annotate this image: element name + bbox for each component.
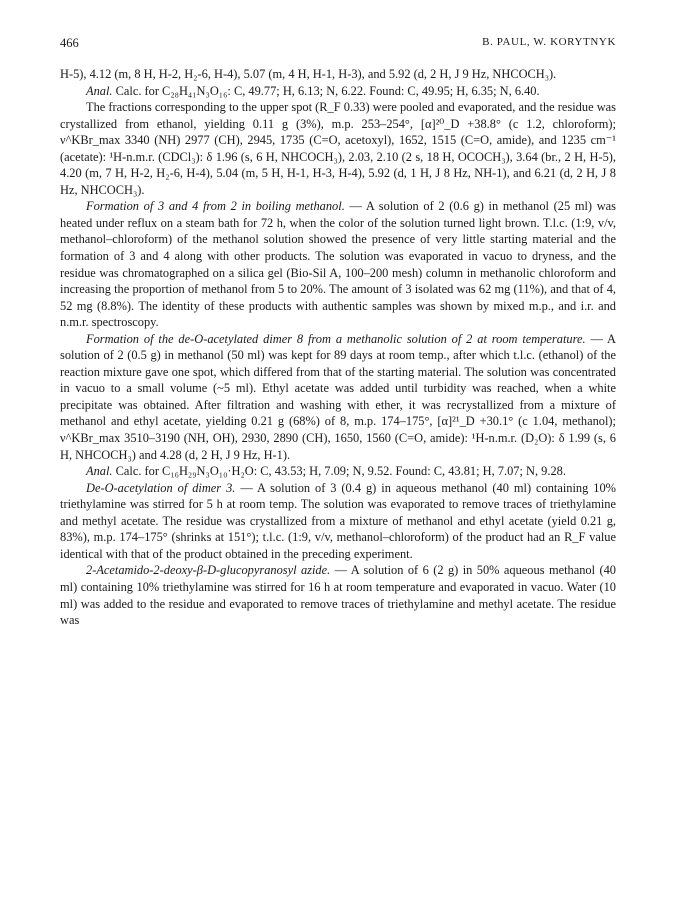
paragraph-text: H-5), 4.12 (m, 8 H, H-2, H₂-6, H-4), 5.07 (m, 4 H, H-1, H-3), and 5.92 (d, 2 H, J 9 Hz, NHCOCH₃).	[60, 67, 557, 81]
paragraph-text: Calc. for C₁₆H₂₉N₃O₁₀·H₂O: C, 43.53; H, 7.09; N, 9.52. Found: C, 43.81; H, 7.07; N, 9.28.	[115, 464, 566, 479]
article-body	[60, 66, 616, 629]
paragraph-deacetylation	[60, 480, 616, 563]
page-number: 466	[60, 36, 79, 50]
paragraph-text: — A solution of 2 (0.6 g) in methanol (25 ml) was heated under reflux on a steam bath for 72 h, when the color of the solution turned light brown. T.l.c. (1:9, v/v, methanol–chloroform) of the methanol solution showed the presence of very little starting material and the formation of 3 and 4 along with other products. The solution was evaporated in vacuo to dryness, and the residue was chromatographed on a silica gel (Bio-Sil A, 100–200 mesh) column in methanolic chloroform and increasing the proportion of methanol from 5 to 20%. The amount of 3 isolated was 62 mg (11%), and that of 4, 52 mg (8.8%). The identity of these products with authentic samples was shown by mixed m.p., and i.r. and n.m.r. spectroscopy.	[60, 199, 616, 330]
paragraph-heading: Anal.	[86, 464, 113, 479]
paragraph-heading: 2-Acetamido-2-deoxy-β-D-glucopyranosyl azide.	[86, 563, 331, 578]
journal-page	[60, 36, 616, 629]
paragraph-text: The fractions corresponding to the upper spot (R_F 0.33) were pooled and evaporated, and the residue was crystallized from ethanol, yielding 0.11 g (3%), m.p. 253–254°, [α]²⁰_D +38.8° (c 1.2, chloroform); ν^KBr_max 3340 (NH) 2977 (CH), 2945, 1735 (C=O, acetoxyl), 1652, 1515 (C=O, amide), and 1235 cm⁻¹ (acetate): ¹H-n.m.r. (CDCl₃): δ 1.96 (s, 6 H, NHCOCH₃), 2.03, 2.10 (2 s, 18 H, OCOCH₃), 3.64 (br., 2 H, H-5), 4.20 (m, 7 H, H-2, H₂-6, H-4), 5.04 (m, 5 H, H-1, H-3, H-4), 5.92 (d, 1 H, J 8 Hz, NH-1), and 6.21 (d, 2 H, J 8 Hz, NHCOCH₃).	[60, 100, 616, 197]
paragraph-nmr-continuation	[60, 66, 616, 83]
paragraph-dimer-8	[60, 331, 616, 463]
paragraph-heading: Formation of 3 and 4 from 2 in boiling methanol.	[86, 199, 345, 214]
paragraph-analysis-2	[60, 463, 616, 480]
paragraph-text: Calc. for C₂₈H₄₁N₃O₁₆: C, 49.77; H, 6.13; N, 6.22. Found: C, 49.95; H, 6.35; N, 6.40.	[115, 83, 540, 98]
paragraph-text: — A solution of 2 (0.5 g) in methanol (50 ml) was kept for 89 days at room temp., after which t.l.c. (ethanol) of the reaction mixture gave one spot, which differed from that of the starting material. The solution was concentrated in vacuo to a small volume (~5 ml). Ethyl acetate was added until turbidity was reached, when a white precipitate was obtained. After filtration and washing with ether, it was recrystallized from a mixture of methanol and ethyl acetate, yielding 0.21 g (68%) of 8, m.p. 174–175°, [α]²¹_D +30.1° (c 1.04, methanol); ν^KBr_max 3510–3190 (NH, OH), 2930, 2890 (CH), 1650, 1560 (C=O, amide): ¹H-n.m.r. (D₂O): δ 1.99 (s, 6 H, NHCOCH₃) and 4.28 (d, 2 H, J 9 Hz, H-1).	[60, 331, 616, 462]
paragraph-azide	[60, 562, 616, 628]
paragraph-text: — A solution of 6 (2 g) in 50% aqueous methanol (40 ml) containing 10% triethylamine was stirred for 16 h at room temperature and evaporated in vacuo. Water (10 ml) was added to the residue and evaporated to remove traces of triethylamine and methyl acetate. The residue was	[60, 563, 616, 628]
paragraph-upper-spot	[60, 99, 616, 198]
paragraph-heading: De-O-acetylation of dimer 3.	[86, 480, 236, 495]
paragraph-boiling-methanol	[60, 198, 616, 330]
running-head-authors: B. PAUL, W. KORYTNYK	[482, 36, 616, 48]
paragraph-text: — A solution of 3 (0.4 g) in aqueous methanol (40 ml) containing 10% triethylamine was stirred for 5 h at room temp. The solution was evaporated to remove traces of triethylamine and methyl acetate. The residue was crystallized from a mixture of methanol and ethyl acetate (yield 0.21 g, 83%), m.p. 174–175° (shrinks at 151°); t.l.c. (1:9, v/v, methanol–chloroform) of the product had an R_F value identical with that of the product obtained in the preceding experiment.	[60, 480, 616, 561]
paragraph-heading: Anal.	[86, 83, 113, 98]
paragraph-heading: Formation of the de-O-acetylated dimer 8 from a methanolic solution of 2 at room temperature.	[86, 331, 586, 346]
running-head	[60, 36, 616, 54]
paragraph-analysis-1	[60, 83, 616, 100]
